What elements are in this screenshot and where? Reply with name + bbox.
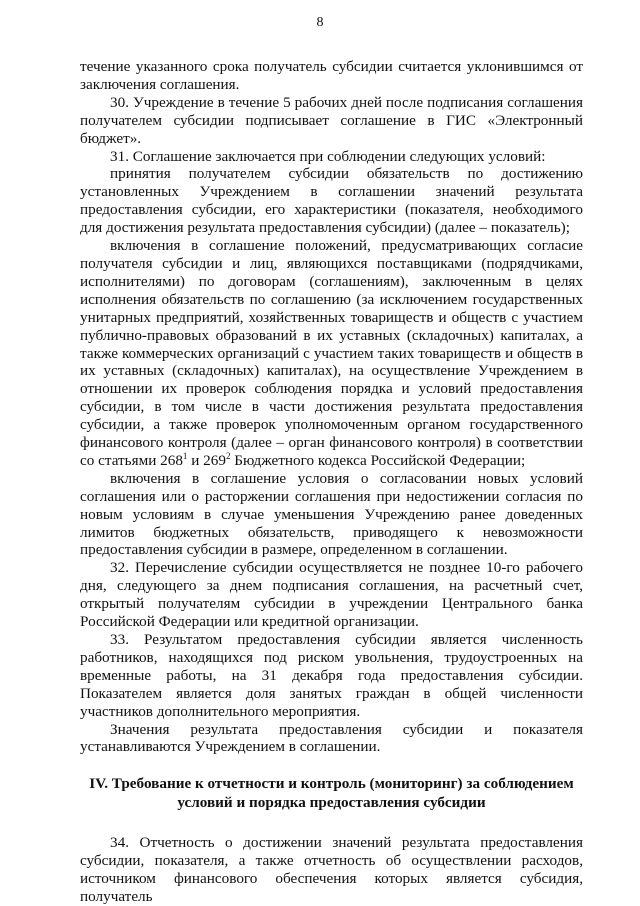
section-heading: IV. Требование к отчетности и контроль (мониторинг) за соблюдением условий и порядка предоставления субсидии [89, 775, 574, 812]
condition-2-text-end: Бюджетного кодекса Российской Федерации; [230, 451, 526, 469]
paragraph-33-values: Значения результата предоставления субсидии и показателя устанавливаются Учреждением в соглашении. [80, 720, 583, 756]
condition-2-text-middle: и 269 [187, 451, 226, 469]
paragraph-31-condition-1: принятия получателем субсидии обязательств по достижению установленных Учреждением в соглашении значений результата предоставления субсидии, его характеристики (показателя, необходимого для достижения результата предоставления субсидии) (далее – показатель); [80, 165, 583, 237]
paragraph-34: 34. Отчетность о достижении значений результата предоставления субсидии, показателя, а также отчетность об осуществлении расходов, источником финансового обеспечения которых является субсидия, получатель [80, 834, 583, 906]
paragraph-30: 30. Учреждение в течение 5 рабочих дней после подписания соглашения получателем субсидии подписывает соглашение в ГИС «Электронный бюджет». [80, 93, 583, 147]
paragraph-32: 32. Перечисление субсидии осуществляется не позднее 10-го рабочего дня, следующего за днем подписания соглашения, на расчетный счет, открытый получателям субсидии в учреждении Центрального банка Российской Федерации или кредитной организации. [80, 559, 583, 631]
condition-2-text: включения в соглашение положений, предусматривающих согласие получателя субсидии и лиц, являющихся поставщиками (подрядчиками, исполнителями) по договорам (соглашениям), заключенным в целях исполнения обязательств по соглашению (за исключением государственных унитарных предприятий, хозяйственных товариществ и обществ с участием публично-правовых образований в их уставных (складочных) капиталах, а также коммерческих организаций с участием таких товариществ и обществ в их уставных (складочных) капиталах), на осуществление Учреждением в отношении их проверок соблюдения порядка и условий предоставления субсидии, в том числе в части достижения результата предоставления субсидии, а также проверок уполномоченным органом государственного финансового контроля (далее – орган финансового контроля) в соответствии со статьями 268 [80, 237, 583, 469]
paragraph-33: 33. Результатом предоставления субсидии является численность работников, находящихся под риском увольнения, трудоустроенных на временные работы, на 31 декабря года предоставления субсидии. Показателем является доля занятых граждан в общей численности участников дополнительного мероприятия. [80, 631, 583, 720]
paragraph-continuation: течение указанного срока получатель субсидии считается уклонившимся от заключения соглашения. [80, 58, 583, 93]
article-268-superscript: 1 [182, 450, 188, 461]
paragraph-31-condition-3: включения в соглашение условия о согласовании новых условий соглашения или о расторжении соглашения при недостижении согласия по новым условиям в случае уменьшения Учреждению ранее доведенных лимитов бюджетных обязательств, приводящего к невозможности предоставления субсидии в размере, определенном в соглашении. [80, 469, 583, 559]
paragraph-31: 31. Соглашение заключается при соблюдении следующих условий: [110, 147, 546, 165]
page-number: 8 [316, 15, 324, 30]
article-269-superscript: 2 [225, 450, 231, 461]
paragraph-31-condition-2 [80, 237, 583, 470]
